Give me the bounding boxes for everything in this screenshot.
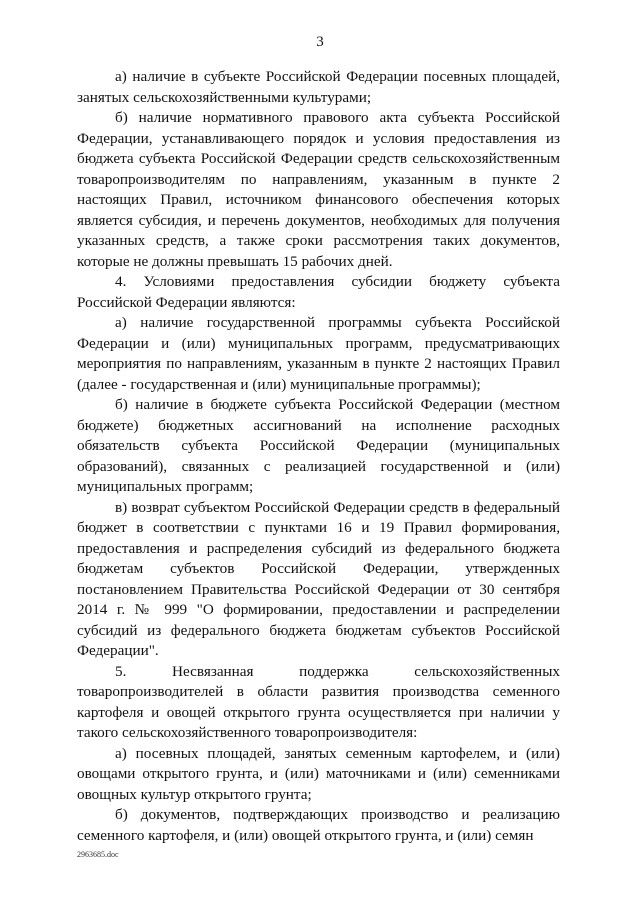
page-number: 3	[316, 34, 324, 50]
paragraph-4b: б) наличие в бюджете субъекта Российской Федерации (местном бюджете) бюджетных ассигнований на исполнение расходных обязательств субъекта Российской Федерации (муниципальных образований), связанных с реализацией государственной и (или) муниципальных программ;	[77, 396, 560, 495]
paragraph-5a: а) посевных площадей, занятых семенным картофелем, и (или) овощами открытого грунта, и (или) маточниками и (или) семенниками овощных культур открытого грунта;	[77, 744, 560, 803]
document-body	[77, 67, 560, 846]
paragraph-5: 5. Несвязанная поддержка сельскохозяйственных товаропроизводителей в области развития производства семенного картофеля и овощей открытого грунта осуществляется при наличии у такого сельскохозяйственного товаропроизводителя:	[77, 662, 560, 741]
file-name-footer: 2963685.doc	[77, 850, 119, 859]
paragraph-3b: б) наличие нормативного правового акта субъекта Российской Федерации, устанавливающего порядок и условия предоставления из бюджета субъекта Российской Федерации средств сельскохозяйственным товаропроизводителям по направлениям, указанным в пункте 2 настоящих Правил, источником финансового обеспечения которых является субсидия, и перечень документов, необходимых для получения указанных средств, а также сроки рассмотрения таких документов, которые не должны превышать 15 рабочих дней.	[77, 109, 560, 270]
paragraph-4c: в) возврат субъектом Российской Федерации средств в федеральный бюджет в соответствии с пунктами 16 и 19 Правил формирования, предоставления и распределения субсидий из федерального бюджета бюджетам субъектов Российской Федерации, утвержденных постановлением Правительства Российской Федерации от 30 сентября 2014 г. № 999 "О формировании, предоставлении и распределении субсидий из федерального бюджета бюджетам субъектов Российской Федерации".	[77, 498, 560, 659]
paragraph-3a: а) наличие в субъекте Российской Федерации посевных площадей, занятых сельскохозяйственными культурами;	[77, 68, 560, 106]
paragraph-5b: б) документов, подтверждающих производство и реализацию семенного картофеля, и (или) овощей открытого грунта, и (или) семян	[77, 806, 560, 844]
paragraph-4: 4. Условиями предоставления субсидии бюджету субъекта Российской Федерации являются:	[77, 273, 560, 311]
paragraph-4a: а) наличие государственной программы субъекта Российской Федерации и (или) муниципальных программ, предусматривающих мероприятия по направлениям, указанным в пункте 2 настоящих Правил (далее - государственная и (или) муниципальные программы);	[77, 314, 560, 393]
